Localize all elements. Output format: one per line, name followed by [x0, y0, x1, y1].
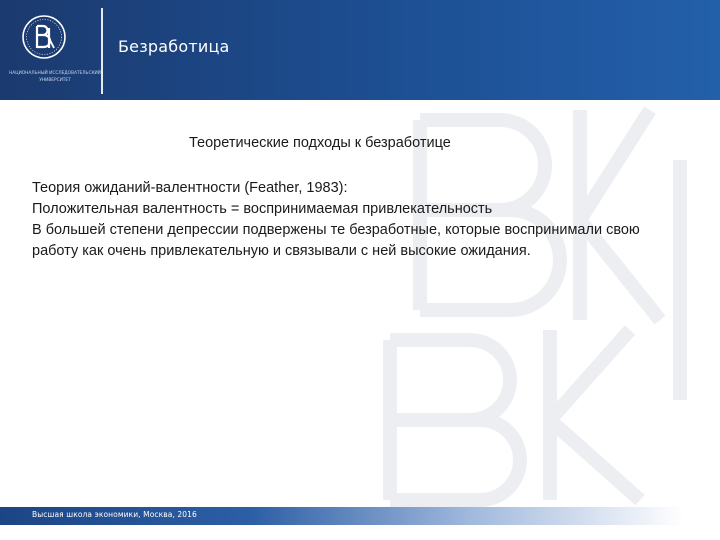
header-bar	[0, 0, 720, 100]
footer-bar	[0, 507, 720, 525]
logo-block	[0, 0, 104, 100]
section-heading: Теоретические подходы к безработице	[189, 135, 451, 151]
footer-text: Высшая школа экономики, Москва, 2016	[32, 510, 197, 519]
logo-caption: НАЦИОНАЛЬНЫЙ ИССЛЕДОВАТЕЛЬСКИЙ УНИВЕРСИТЕТ	[9, 71, 101, 83]
hse-watermark-icon	[300, 100, 720, 510]
paragraph-theory: Теория ожиданий-валентности (Feather, 1983):	[32, 180, 348, 196]
slide-title: Безработица	[118, 37, 230, 56]
paragraph-depression: В большей степени депрессии подвержены те безработные, которые воспринимали свою работу как очень привлекательную и связывали с ней высокие ожидания.	[32, 222, 640, 259]
paragraph-valence: Положительная валентность = воспринимаемая привлекательность	[32, 201, 493, 217]
body-text	[32, 178, 672, 262]
header-divider	[101, 8, 103, 94]
hse-logo-icon	[21, 14, 67, 60]
